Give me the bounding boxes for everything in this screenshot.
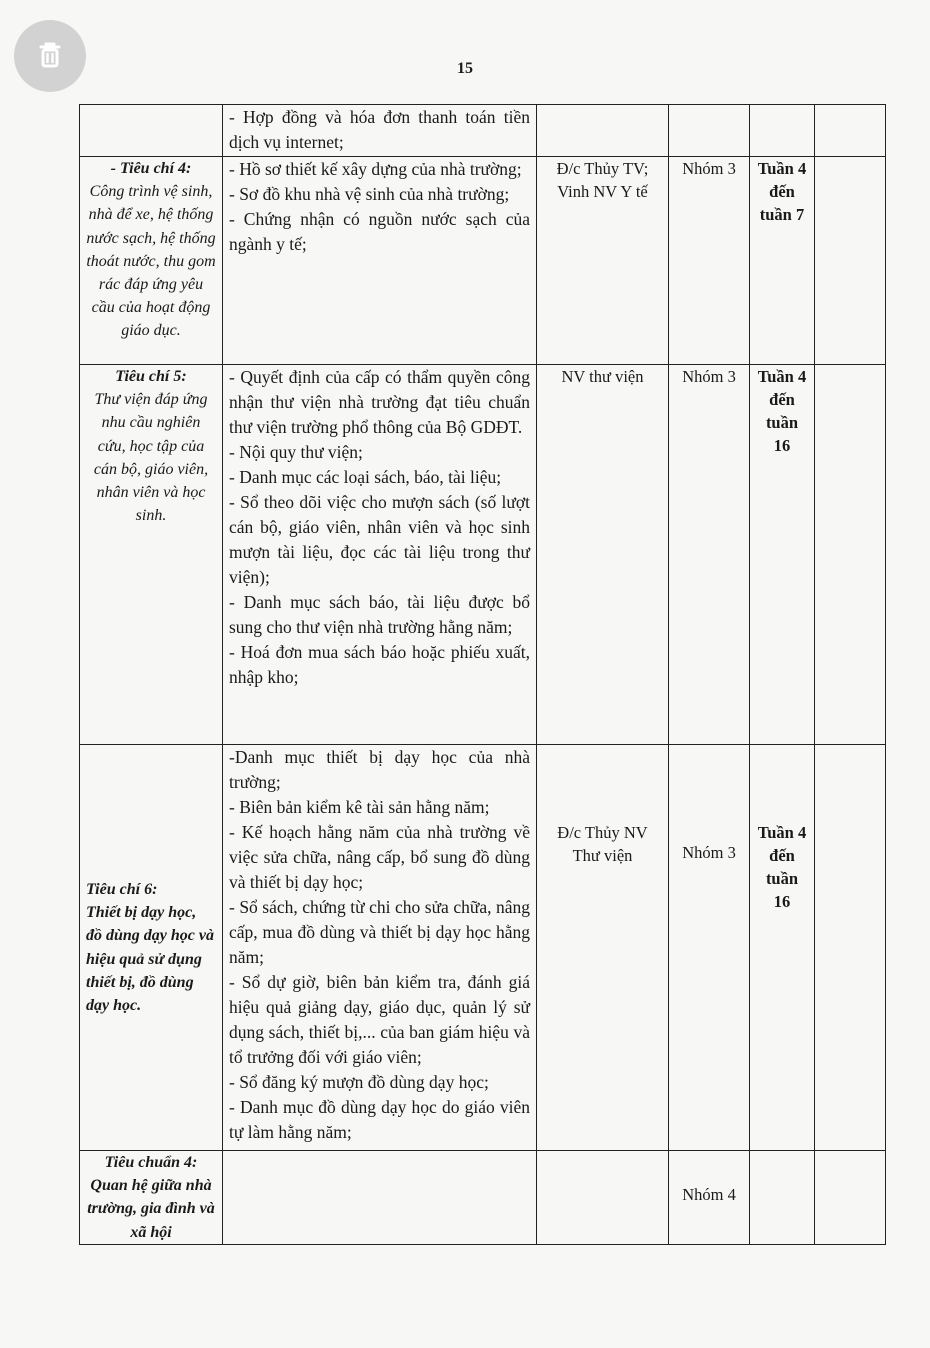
evidence-item: - Danh mục đồ dùng dạy học do giáo viên tự làm hằng năm; [229, 1097, 530, 1142]
criterion-description: Thiết bị dạy học, đồ dùng dạy học và hiệu quả sử dụng thiết bị, đồ dùng dạy học. [86, 904, 214, 1014]
evidence-item: - Sổ theo dõi việc cho mượn sách (số lượt cán bộ, giáo viên, nhân viên và học sinh mượn tài liệu, đọc các tài liệu trong thư viện); [229, 492, 530, 587]
criterion-description: Quan hệ giữa nhà trường, gia đình và xã hội [87, 1177, 215, 1241]
criterion-cell [80, 157, 223, 365]
time-cell: Tuần 4 đến tuần 7 [750, 157, 815, 365]
group-text: Nhóm 4 [682, 1185, 736, 1204]
criterion-cell [80, 745, 223, 1151]
table-row [80, 157, 886, 365]
responsible-cell: Đ/c Thủy TV; Vinh NV Y tế [537, 157, 669, 365]
time-cell [750, 745, 815, 1151]
responsible-cell [537, 1151, 669, 1245]
criterion-description: Thư viện đáp ứng nhu cầu nghiên cứu, học tập của cán bộ, giáo viên, nhân viên và học sinh. [93, 391, 209, 525]
table-row [80, 745, 886, 1151]
time-text: Tuần 4 đến tuần 16 [757, 823, 807, 911]
group-cell [669, 1151, 750, 1245]
time-cell [750, 105, 815, 157]
evidence-item: - Quyết định của cấp có thẩm quyền công nhận thư viện nhà trường đạt tiêu chuẩn thư viện trường phổ thông của Bộ GDĐT. [229, 367, 530, 437]
note-cell [815, 365, 886, 745]
criterion-description: Công trình vệ sinh, nhà để xe, hệ thống nước sạch, hệ thống thoát nước, thu gom rác đáp ứng yêu cầu của hoạt động giáo dục. [86, 183, 216, 340]
evidence-item: - Kế hoạch hằng năm của nhà trường về việc sửa chữa, nâng cấp, bổ sung đồ dùng và thiết bị dạy học; [229, 822, 530, 892]
responsible-cell: NV thư viện [537, 365, 669, 745]
evidence-item: - Hoá đơn mua sách báo hoặc phiếu xuất, nhập kho; [229, 642, 530, 687]
evidence-cell [223, 157, 537, 365]
evidence-item: - Chứng nhận có nguồn nước sạch của ngành y tế; [229, 209, 530, 254]
note-cell [815, 157, 886, 365]
time-cell: Tuần 4 đến tuần 16 [750, 365, 815, 745]
responsible-cell [537, 745, 669, 1151]
criterion-title: Tiêu chí 6: [86, 880, 158, 898]
group-cell [669, 745, 750, 1151]
evidence-item: - Danh mục các loại sách, báo, tài liệu; [229, 467, 502, 487]
evidence-item: - Hồ sơ thiết kế xây dựng của nhà trường; [229, 159, 522, 179]
criterion-title: Tiêu chí 5: [115, 368, 187, 385]
group-cell: Nhóm 3 [669, 157, 750, 365]
note-cell [815, 745, 886, 1151]
group-cell [669, 105, 750, 157]
criterion-cell [80, 1151, 223, 1245]
criterion-cell [80, 365, 223, 745]
evidence-item: - Danh mục sách báo, tài liệu được bổ sung cho thư viện nhà trường hằng năm; [229, 592, 530, 637]
criterion-cell [80, 105, 223, 157]
evidence-cell [223, 105, 537, 157]
criterion-title: Tiêu chuẩn 4: [104, 1154, 198, 1171]
evidence-item: - Sổ dự giờ, biên bản kiểm tra, đánh giá hiệu quả giảng dạy, giáo dục, quản lý sử dụng sách, thiết bị,... của ban giám hiệu và tổ trưởng đối với giáo viên; [229, 972, 530, 1067]
table-row [80, 1151, 886, 1245]
responsible-text: Đ/c Thủy NV Thư viện [557, 823, 648, 865]
criterion-title: - Tiêu chí 4: [110, 160, 192, 177]
evidence-cell [223, 365, 537, 745]
evidence-item: -Danh mục thiết bị dạy học của nhà trường; [229, 747, 530, 792]
evidence-item: - Hợp đồng và hóa đơn thanh toán tiền dịch vụ internet; [229, 107, 530, 152]
delete-button[interactable] [14, 20, 86, 92]
evidence-item: - Sổ sách, chứng từ chi cho sửa chữa, nâng cấp, mua đồ dùng và thiết bị dạy học hằng năm; [229, 897, 530, 967]
evidence-item: - Sổ đăng ký mượn đồ dùng dạy học; [229, 1072, 489, 1092]
evidence-item: - Sơ đồ khu nhà vệ sinh của nhà trường; [229, 184, 510, 204]
evidence-table [79, 104, 886, 1245]
page-number: 15 [457, 60, 473, 77]
evidence-item: - Nội quy thư viện; [229, 442, 363, 462]
evidence-cell [223, 1151, 537, 1245]
table-row [80, 365, 886, 745]
note-cell [815, 105, 886, 157]
evidence-cell [223, 745, 537, 1151]
table-row [80, 105, 886, 157]
note-cell [815, 1151, 886, 1245]
responsible-cell [537, 105, 669, 157]
time-cell [750, 1151, 815, 1245]
group-cell: Nhóm 3 [669, 365, 750, 745]
evidence-item: - Biên bản kiểm kê tài sản hằng năm; [229, 797, 490, 817]
group-text: Nhóm 3 [682, 843, 736, 862]
